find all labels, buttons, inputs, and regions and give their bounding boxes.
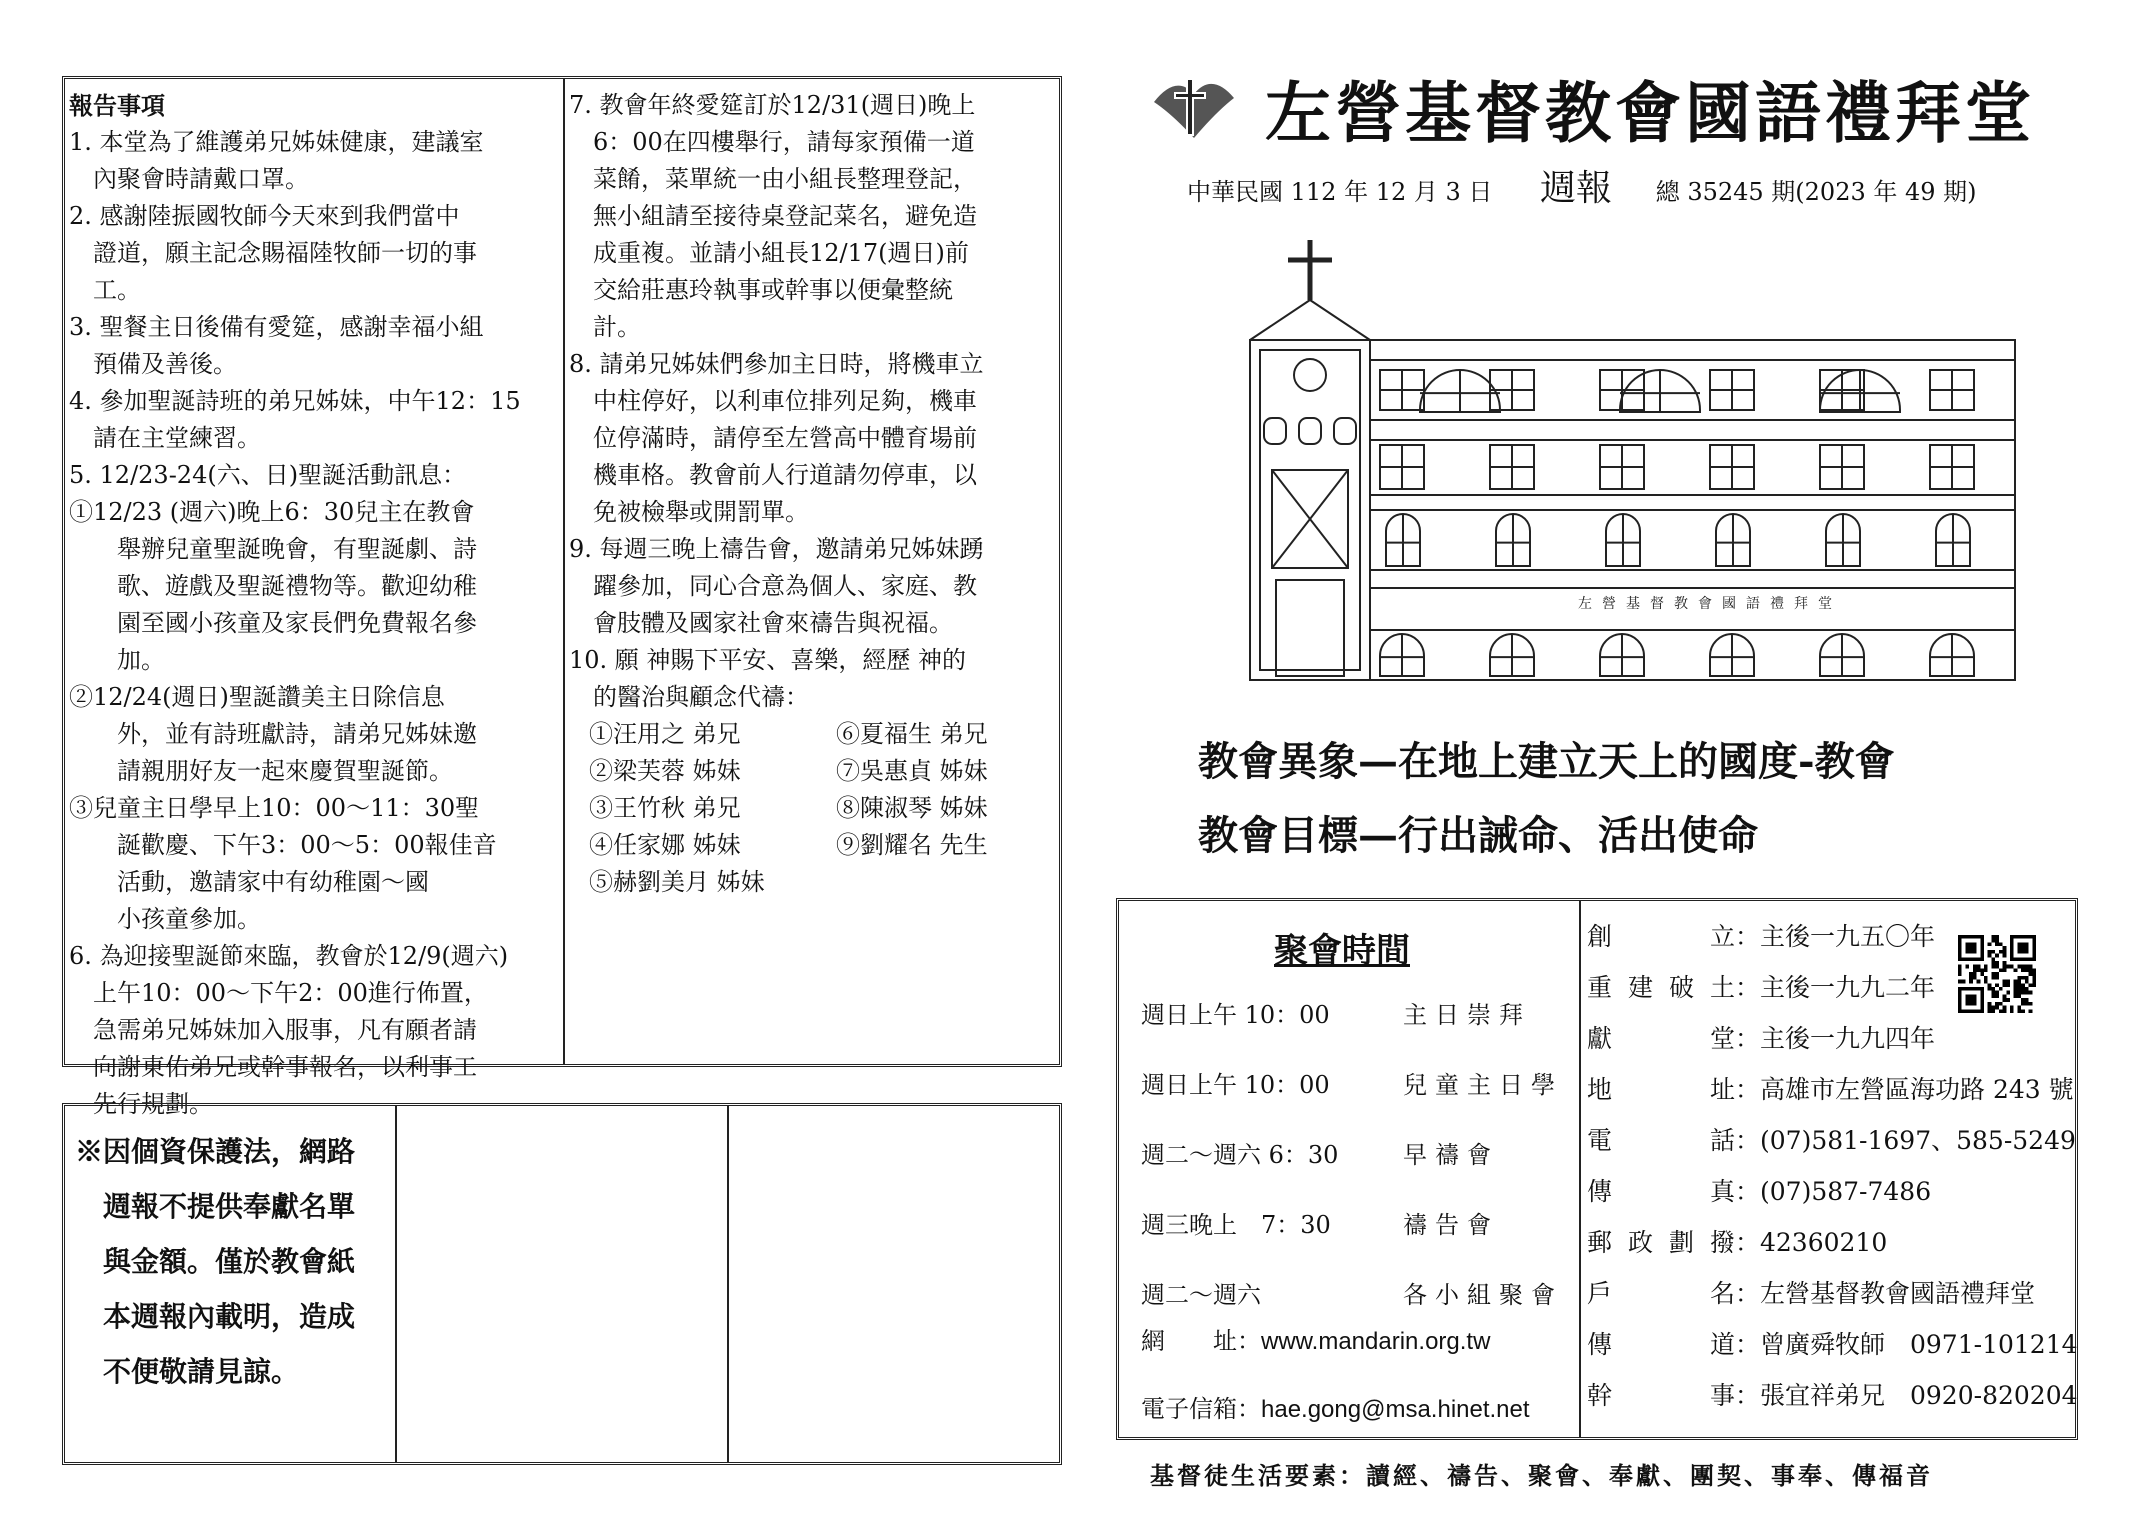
website-label: 網 址： xyxy=(1141,1327,1261,1355)
announcement-line: 2. 感謝陸振國牧師今天來到我們當中 xyxy=(69,202,460,230)
announcement-line: 7. 教會年終愛筵訂於12/31(週日)晚上 xyxy=(569,91,976,119)
prayer-name: ③王竹秋 弟兄 xyxy=(589,794,741,822)
announcement-line: 1. 本堂為了維護弟兄姊妹健康，建議室 xyxy=(69,128,484,156)
info-key: 傳真 xyxy=(1587,1177,1735,1206)
church-goal: 教會目標—行出誡命、活出使命 xyxy=(1198,812,1758,859)
announcement-line: 上午10：00～下午2：00進行佈置， xyxy=(69,979,488,1007)
meeting-time: 週二～週六 6：30 xyxy=(1141,1141,1339,1169)
email-label: 電子信箱： xyxy=(1141,1395,1261,1423)
church-info-row xyxy=(1587,1223,1887,1259)
bulletin-date: 中華民國 112 年 12 月 3 日 xyxy=(1187,178,1493,206)
meeting-name: 各小組聚會 xyxy=(1403,1281,1563,1309)
announcement-line: 6：00在四樓舉行，請每家預備一道 xyxy=(569,128,975,156)
announcement-line: 3. 聖餐主日後備有愛筵，感謝幸福小組 xyxy=(69,313,484,341)
announcement-line: 交給莊惠玲執事或幹事以便彙整統 xyxy=(569,276,953,304)
footer-motto: 基督徒生活要素：讀經、禱告、聚會、奉獻、團契、事奉、傳福音 xyxy=(1150,1461,1933,1490)
church-info-row xyxy=(1587,968,1935,1004)
announcement-line: 園至國小孩童及家長們免費報名參 xyxy=(69,609,477,637)
announcement-line: 成重複。並請小組長12/17(週日)前 xyxy=(569,239,969,267)
prayer-name xyxy=(816,864,1063,901)
announcement-line: ①12/23 (週六)晚上6：30兒主在教會 xyxy=(69,498,475,526)
date-line xyxy=(1187,160,1977,211)
info-key: 戶名 xyxy=(1587,1279,1735,1308)
announcement-line: 的醫治與顧念代禱： xyxy=(569,683,809,711)
email-row xyxy=(1141,1389,1530,1424)
meeting-time: 週三晚上 7：30 xyxy=(1141,1211,1331,1239)
meeting-name: 主日崇拜 xyxy=(1403,1001,1531,1029)
prayer-name: ⑤赫劉美月 姊妹 xyxy=(589,868,765,896)
announcement-line: 6. 為迎接聖誕節來臨，教會於12/9(週六) xyxy=(69,942,509,970)
prayer-names xyxy=(569,716,1063,901)
announcement-line: 8. 請弟兄姊妹們參加主日時，將機車立 xyxy=(569,350,984,378)
announcement-line: 歌、遊戲及聖誕禮物等。歡迎幼稚 xyxy=(69,572,477,600)
info-value: ：左營基督教會國語禮拜堂 xyxy=(1735,1279,2036,1308)
announcement-line: 外，並有詩班獻詩，請弟兄姊妹邀 xyxy=(69,720,477,748)
website-row xyxy=(1141,1321,1490,1356)
meeting-times-title: 聚會時間 xyxy=(1274,931,1410,971)
announcement-line: 小孩童參加。 xyxy=(69,905,261,933)
prayer-name: ①汪用之 弟兄 xyxy=(589,720,741,748)
church-info-row xyxy=(1587,1019,1935,1055)
meeting-row xyxy=(1141,1065,1563,1100)
meeting-row xyxy=(1141,1205,1499,1240)
announcement-line: 9. 每週三晚上禱告會，邀請弟兄姊妹踴 xyxy=(569,535,984,563)
church-info-row xyxy=(1587,1376,2078,1412)
announcement-line: 計。 xyxy=(569,313,641,341)
announcement-line: 活動，邀請家中有幼稚園～國 xyxy=(69,868,429,896)
announcement-line: 4. 參加聖誕詩班的弟兄姊妹，中午12：15 xyxy=(69,387,521,415)
qr-code-icon xyxy=(1958,935,2036,1013)
announcement-line: 工。 xyxy=(69,276,141,304)
building-sign: 左營基督教會國語禮拜堂 xyxy=(1578,596,1842,612)
privacy-line: 週報不提供奉獻名單 xyxy=(75,1190,356,1223)
prayer-name: ⑧陳淑琴 姊妹 xyxy=(836,794,988,822)
privacy-line: ※因個資保護法，網路 xyxy=(75,1135,356,1168)
church-info-row xyxy=(1587,1121,2076,1157)
meeting-row xyxy=(1141,1275,1563,1310)
info-key: 重建破土 xyxy=(1587,973,1735,1002)
info-value: ：主後一九九二年 xyxy=(1735,973,1936,1002)
info-key: 獻堂 xyxy=(1587,1024,1735,1053)
info-key: 傳道 xyxy=(1587,1330,1735,1359)
info-key: 電話 xyxy=(1587,1126,1735,1155)
announcement-line: 舉辦兒童聖誕晚會，有聖誕劇、詩 xyxy=(69,535,477,563)
announcement-line: 預備及善後。 xyxy=(69,350,237,378)
prayer-name: ⑦吳惠貞 姊妹 xyxy=(836,757,988,785)
privacy-notice xyxy=(75,1124,455,1399)
announcement-line: 免被檢舉或開罰單。 xyxy=(569,498,809,526)
announcements-right-column xyxy=(569,87,1063,901)
prayer-name: ④任家娜 姊妹 xyxy=(589,831,741,859)
info-value: ：(07)581-1697、585-5249 xyxy=(1735,1126,2076,1155)
meeting-time: 週日上午 10：00 xyxy=(1141,1071,1330,1099)
announcement-line: 躍參加，同心合意為個人、家庭、教 xyxy=(569,572,977,600)
prayer-name: ⑥夏福生 弟兄 xyxy=(836,720,988,748)
column-divider xyxy=(563,79,565,1064)
announcement-line: 證道，願主記念賜福陸牧師一切的事 xyxy=(69,239,477,267)
meeting-time: 週二～週六 xyxy=(1141,1281,1261,1309)
church-title: 左營基督教會國語禮拜堂 xyxy=(1265,74,2035,152)
issue-number: 總 35245 期(2023 年 49 期) xyxy=(1655,178,1977,206)
announcement-line: 請親朋好友一起來慶賀聖誕節。 xyxy=(69,757,453,785)
announcement-line: 中柱停好，以利車位排列足夠，機車 xyxy=(569,387,977,415)
email-link[interactable]: hae.gong@msa.hinet.net xyxy=(1261,1396,1530,1423)
announcement-line: ②12/24(週日)聖誕讚美主日除信息 xyxy=(69,683,445,711)
info-value: ：主後一九九四年 xyxy=(1735,1024,1936,1053)
announcement-line: 內聚會時請戴口罩。 xyxy=(69,165,309,193)
church-vision: 教會異象—在地上建立天上的國度-教會 xyxy=(1198,738,1895,785)
announcement-line: 誕歡慶、下午3：00～5：00報佳音 xyxy=(69,831,497,859)
church-info-row xyxy=(1587,1274,2035,1310)
announcements-heading: 報告事項 xyxy=(69,91,165,120)
church-building-illustration xyxy=(1240,230,2020,690)
meeting-name: 兒童主日學 xyxy=(1403,1071,1563,1099)
meeting-name: 早禱會 xyxy=(1403,1141,1499,1169)
announcement-line: 菜餚，菜單統一由小組長整理登記， xyxy=(569,165,977,193)
info-divider xyxy=(1579,901,1581,1437)
info-key: 幹事 xyxy=(1587,1381,1735,1410)
announcements-left-column xyxy=(69,87,563,1123)
privacy-line: 與金額。僅於教會紙 xyxy=(75,1245,356,1278)
announcement-line: 機車格。教會前人行道請勿停車，以 xyxy=(569,461,977,489)
announcement-line: 會肢體及國家社會來禱告與祝福。 xyxy=(569,609,953,637)
info-value: ：42360210 xyxy=(1735,1228,1888,1257)
privacy-divider-2 xyxy=(727,1106,729,1462)
church-info-row xyxy=(1587,1325,2078,1361)
church-info-row xyxy=(1587,917,1935,953)
church-info-row xyxy=(1587,1070,2074,1106)
info-box xyxy=(1116,898,2078,1440)
announcement-line: ③兒童主日學早上10：00～11：30聖 xyxy=(69,794,480,822)
prayer-name: ⑨劉耀名 先生 xyxy=(836,831,988,859)
info-key: 郵政劃撥 xyxy=(1587,1228,1735,1257)
announcement-line: 無小組請至接待桌登記菜名，避免造 xyxy=(569,202,977,230)
announcement-line: 急需弟兄姊妹加入服事，凡有願者請 xyxy=(69,1016,477,1044)
announcement-line: 加。 xyxy=(69,646,165,674)
info-key: 創立 xyxy=(1587,922,1735,951)
announcements-box xyxy=(62,76,1062,1118)
meeting-name: 禱告會 xyxy=(1403,1211,1499,1239)
privacy-box xyxy=(62,1103,1062,1465)
announcement-line: 向謝東佑弟兄或幹事報名，以利事工 xyxy=(69,1053,477,1081)
church-logo-icon xyxy=(1150,68,1238,140)
info-value: ：高雄市左營區海功路 243 號 xyxy=(1735,1075,2074,1104)
meeting-row xyxy=(1141,1135,1499,1170)
announcement-line: 位停滿時，請停至左營高中體育場前 xyxy=(569,424,977,452)
announcement-line: 先行規劃。 xyxy=(69,1090,213,1118)
info-key: 地址 xyxy=(1587,1075,1735,1104)
announcement-line: 10. 願 神賜下平安、喜樂，經歷 神的 xyxy=(569,646,967,674)
info-value: ：張宜祥弟兄 0920-820204 xyxy=(1735,1381,2078,1410)
website-link[interactable]: www.mandarin.org.tw xyxy=(1261,1328,1491,1355)
announcement-line: 請在主堂練習。 xyxy=(69,424,261,452)
privacy-line: 本週報內載明，造成 xyxy=(75,1300,356,1333)
bulletin-label: 週報 xyxy=(1540,168,1613,209)
announcement-line: 5. 12/23-24(六、日)聖誕活動訊息： xyxy=(69,461,467,489)
church-info-row xyxy=(1587,1172,1931,1208)
prayer-name: ②梁芙蓉 姊妹 xyxy=(589,757,741,785)
info-value: ：(07)587-7486 xyxy=(1735,1177,1932,1206)
privacy-line: 不便敬請見諒。 xyxy=(75,1355,300,1388)
info-value: ：主後一九五〇年 xyxy=(1735,922,1936,951)
meeting-row xyxy=(1141,995,1531,1030)
meeting-time: 週日上午 10：00 xyxy=(1141,1001,1330,1029)
info-value: ：曾廣舜牧師 0971-101214 xyxy=(1735,1330,2078,1359)
announcements-right-lines xyxy=(569,87,1063,716)
